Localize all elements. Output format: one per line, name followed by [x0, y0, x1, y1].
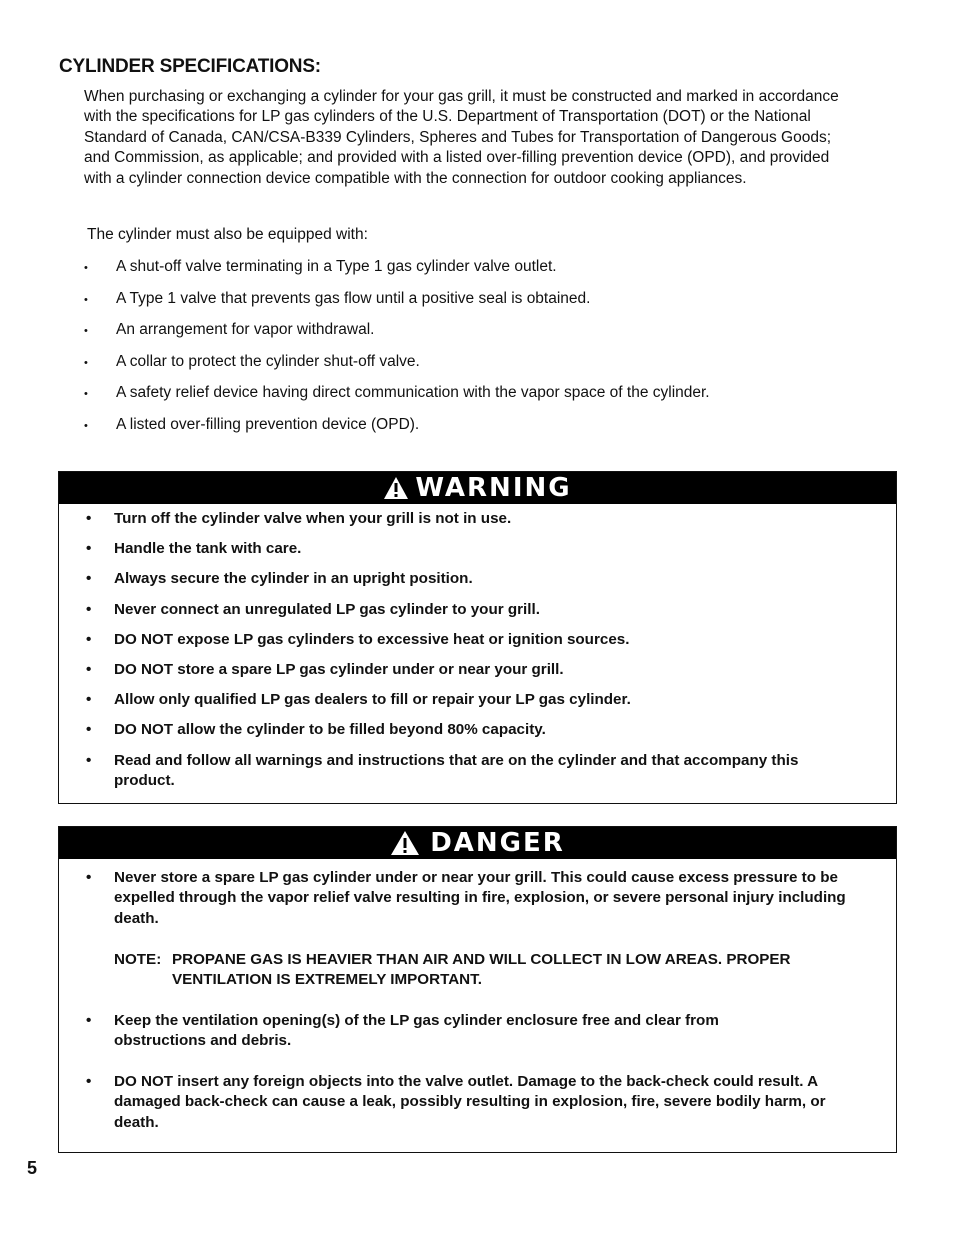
bullet: •: [86, 691, 92, 709]
warning-header: [59, 472, 896, 504]
list-item: • A safety relief device having direct communication with the vapor space of the cylinder.: [84, 384, 710, 416]
bullet: •: [84, 419, 88, 432]
spec-list: [84, 258, 710, 447]
list-item: • Read and follow all warnings and instructions that are on the cylinder and that accompany this product.: [86, 751, 799, 790]
warning-title: WARNING: [415, 473, 572, 503]
intro-paragraph: When purchasing or exchanging a cylinder for your gas grill, it must be constructed and marked in accordance with the specifications for LP gas cylinders of the U.S. Department of Transportation (DOT) or the National Standard of Canada, CAN/CSA-B339 Cylinders, Spheres and Tubes for Transportation of Dangerous Goods; and Commission, as applicable; and provided with a listed over-filling prevention device (OPD), and provided with a cylinder connection device compatible with the connection for outdoor cooking appliances.: [84, 88, 839, 187]
bullet: •: [86, 600, 92, 618]
bullet: •: [86, 510, 92, 527]
list-item: • An arrangement for vapor withdrawal.: [84, 321, 710, 353]
warning-list: [59, 509, 896, 791]
bullet: •: [84, 356, 88, 369]
list-item: • Turn off the cylinder valve when your grill is not in use.: [59, 509, 896, 529]
list-item: • A listed over-filling prevention device (OPD).: [84, 416, 710, 448]
bullet: •: [84, 262, 88, 274]
list-item: • Keep the ventilation opening(s) of the LP gas cylinder enclosure free and clear from obstructions and debris.: [86, 1011, 719, 1050]
bullet: •: [86, 1073, 92, 1091]
bullet: •: [86, 869, 92, 886]
danger-title: DANGER: [430, 828, 565, 858]
section-heading: CYLINDER SPECIFICATIONS:: [59, 56, 321, 77]
bullet: •: [86, 540, 92, 558]
bullet: •: [86, 630, 92, 648]
list-item: • A shut-off valve terminating in a Type 1 gas cylinder valve outlet.: [84, 258, 710, 290]
list-item: • DO NOT store a spare LP gas cylinder under or near your grill.: [59, 660, 896, 680]
list-item: • Always secure the cylinder in an upright position.: [59, 569, 896, 589]
bullet: •: [84, 293, 88, 306]
list-item: • Handle the tank with care.: [59, 539, 896, 559]
warning-triangle-icon: [390, 830, 420, 856]
list-item: • A collar to protect the cylinder shut-off valve.: [84, 353, 710, 385]
list-item: • DO NOT expose LP gas cylinders to excessive heat or ignition sources.: [59, 630, 896, 650]
note: [114, 950, 879, 991]
danger-list: [59, 868, 879, 1133]
list-item: • Never connect an unregulated LP gas cylinder to your grill.: [59, 600, 896, 620]
bullet: •: [86, 661, 92, 679]
equipped-label: The cylinder must also be equipped with:: [87, 226, 368, 243]
bullet: •: [86, 751, 92, 769]
list-item: • Allow only qualified LP gas dealers to fill or repair your LP gas cylinder.: [59, 690, 896, 710]
danger-box: [58, 826, 897, 1153]
note-text: PROPANE GAS IS HEAVIER THAN AIR AND WILL COLLECT IN LOW AREAS. PROPER VENTILATION IS EXTREMELY IMPORTANT.: [172, 950, 791, 989]
page-number: 5: [27, 1158, 38, 1178]
list-item: • A Type 1 valve that prevents gas flow until a positive seal is obtained.: [84, 290, 710, 322]
note-label: NOTE:: [114, 950, 162, 968]
list-item: • Never store a spare LP gas cylinder under or near your grill. This could cause excess pressure to be expelled through the vapor relief valve resulting in fire, explosion, or severe personal injury including death. NOTE: PROPANE GAS IS HEAVIER THAN AIR AND WILL COLLECT IN LOW AREAS. PROPER VENTILATION IS EXTREMELY IMPORTANT.: [59, 868, 879, 990]
list-item: • DO NOT allow the cylinder to be filled beyond 80% capacity.: [59, 720, 896, 740]
bullet: •: [86, 1011, 92, 1029]
bullet: •: [86, 570, 92, 588]
danger-header: [59, 827, 896, 859]
bullet: •: [84, 325, 88, 337]
list-item: • DO NOT insert any foreign objects into the valve outlet. Damage to the back-check could result. A damaged back-check can cause a leak, possibly resulting in explosion, fire, severe bodily harm, or death.: [86, 1073, 826, 1131]
warning-box: [58, 471, 897, 804]
bullet: •: [86, 721, 92, 739]
warning-triangle-icon: [383, 476, 409, 500]
bullet: •: [84, 388, 88, 400]
